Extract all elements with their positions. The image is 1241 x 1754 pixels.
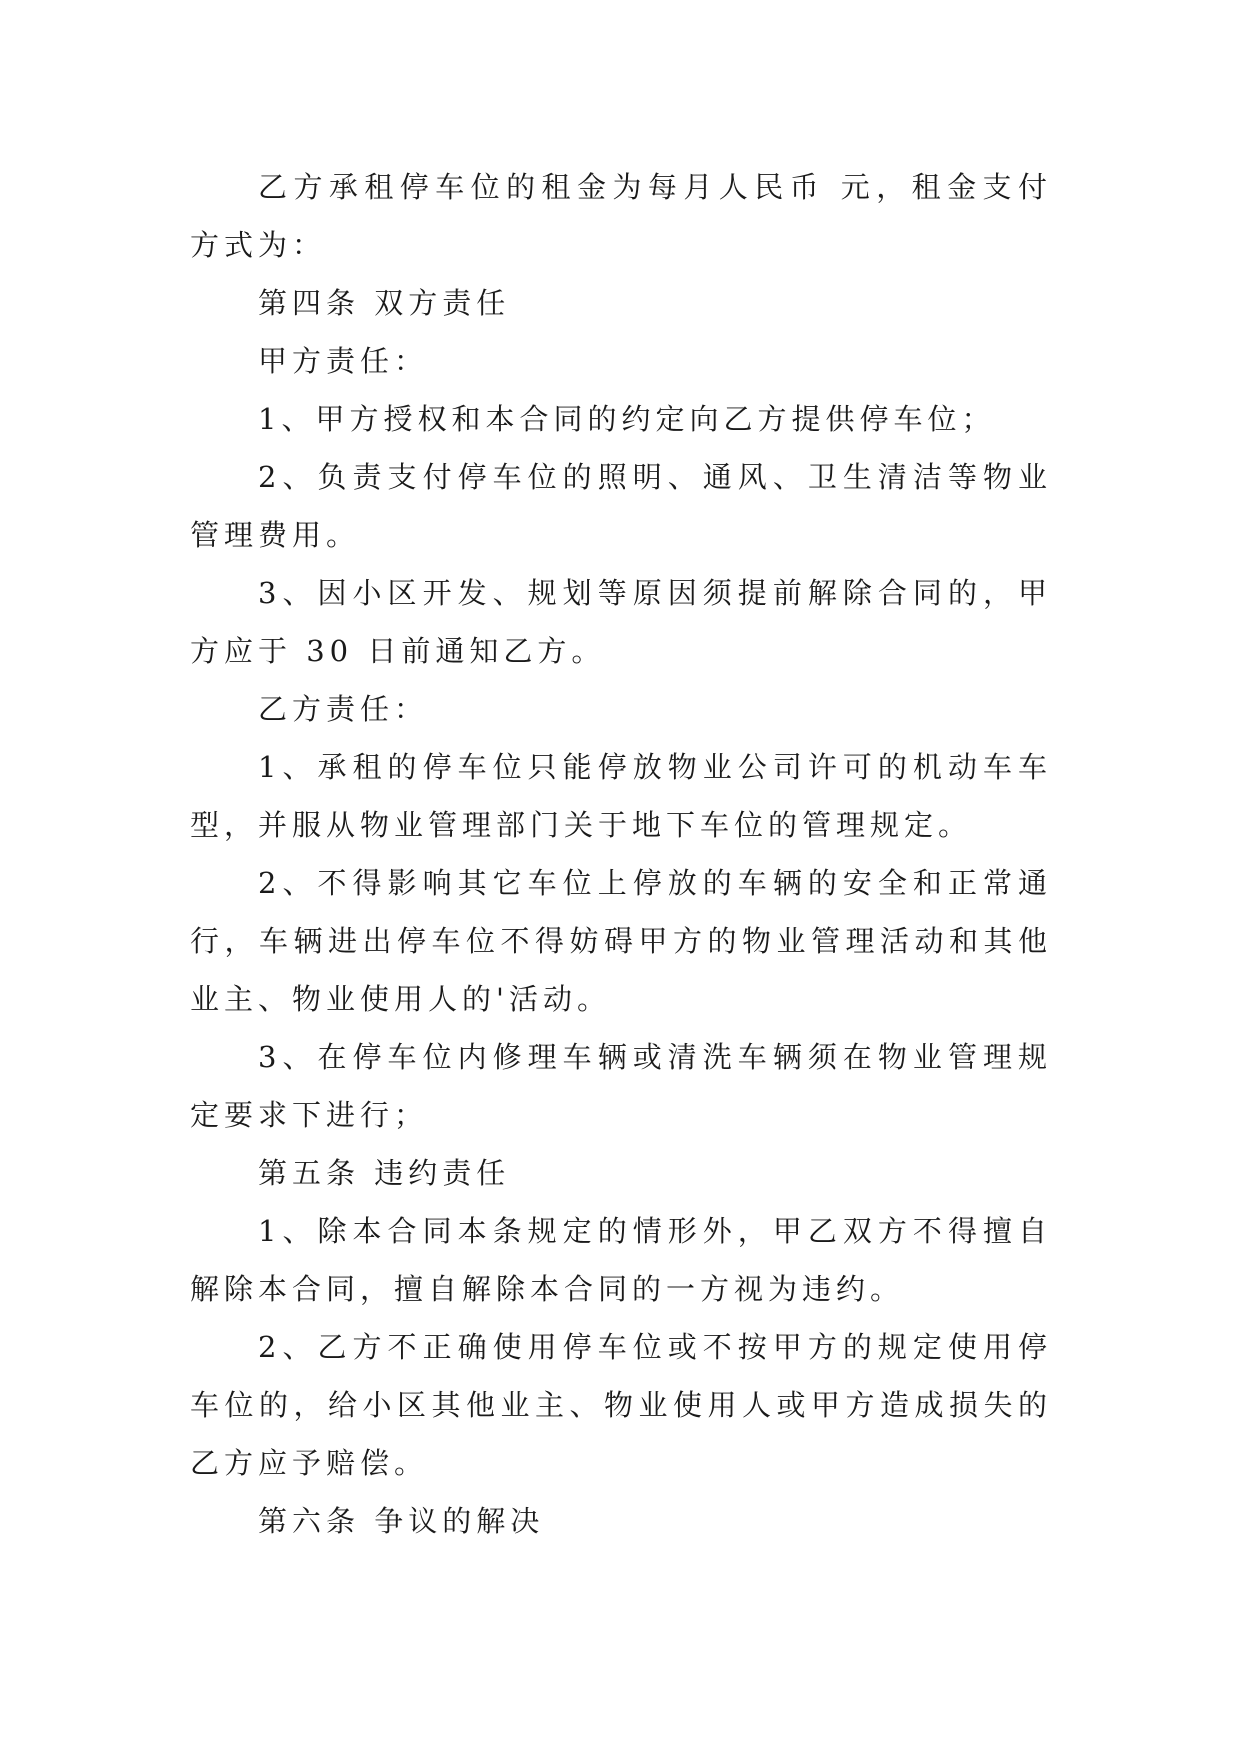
paragraph-breach-1: 1、除本合同本条规定的情形外，甲乙双方不得擅自解除本合同，擅自解除本合同的一方视为违约。 — [190, 1214, 1052, 1306]
subheading-party-b: 乙方责任： — [258, 692, 429, 726]
document-body — [190, 158, 1052, 1550]
heading-article-6: 第六条 争议的解决 — [258, 1504, 545, 1538]
paragraph-party-a-3: 3、因小区开发、规划等原因须提前解除合同的，甲方应于 30 日前通知乙方。 — [190, 576, 1052, 668]
paragraph-party-b-3: 3、在停车位内修理车辆或清洗车辆须在物业管理规定要求下进行； — [190, 1040, 1052, 1132]
paragraph-party-b-2: 2、不得影响其它车位上停放的车辆的安全和正常通行，车辆进出停车位不得妨碍甲方的物业管理活动和其他业主、物业使用人的'活动。 — [190, 866, 1052, 1016]
paragraph-party-b-1: 1、承租的停车位只能停放物业公司许可的机动车车型，并服从物业管理部门关于地下车位的管理规定。 — [190, 750, 1052, 842]
paragraph-party-a-1: 1、甲方授权和本合同的约定向乙方提供停车位； — [258, 402, 996, 436]
paragraph-party-a-2: 2、负责支付停车位的照明、通风、卫生清洁等物业管理费用。 — [190, 460, 1052, 552]
heading-article-5: 第五条 违约责任 — [258, 1156, 511, 1190]
subheading-party-a: 甲方责任： — [258, 344, 429, 378]
heading-article-4: 第四条 双方责任 — [258, 286, 511, 320]
paragraph-breach-2: 2、乙方不正确使用停车位或不按甲方的规定使用停车位的，给小区其他业主、物业使用人或甲方造成损失的乙方应予赔偿。 — [190, 1330, 1052, 1480]
paragraph-rent: 乙方承租停车位的租金为每月人民币 元，租金支付方式为： — [190, 170, 1052, 262]
